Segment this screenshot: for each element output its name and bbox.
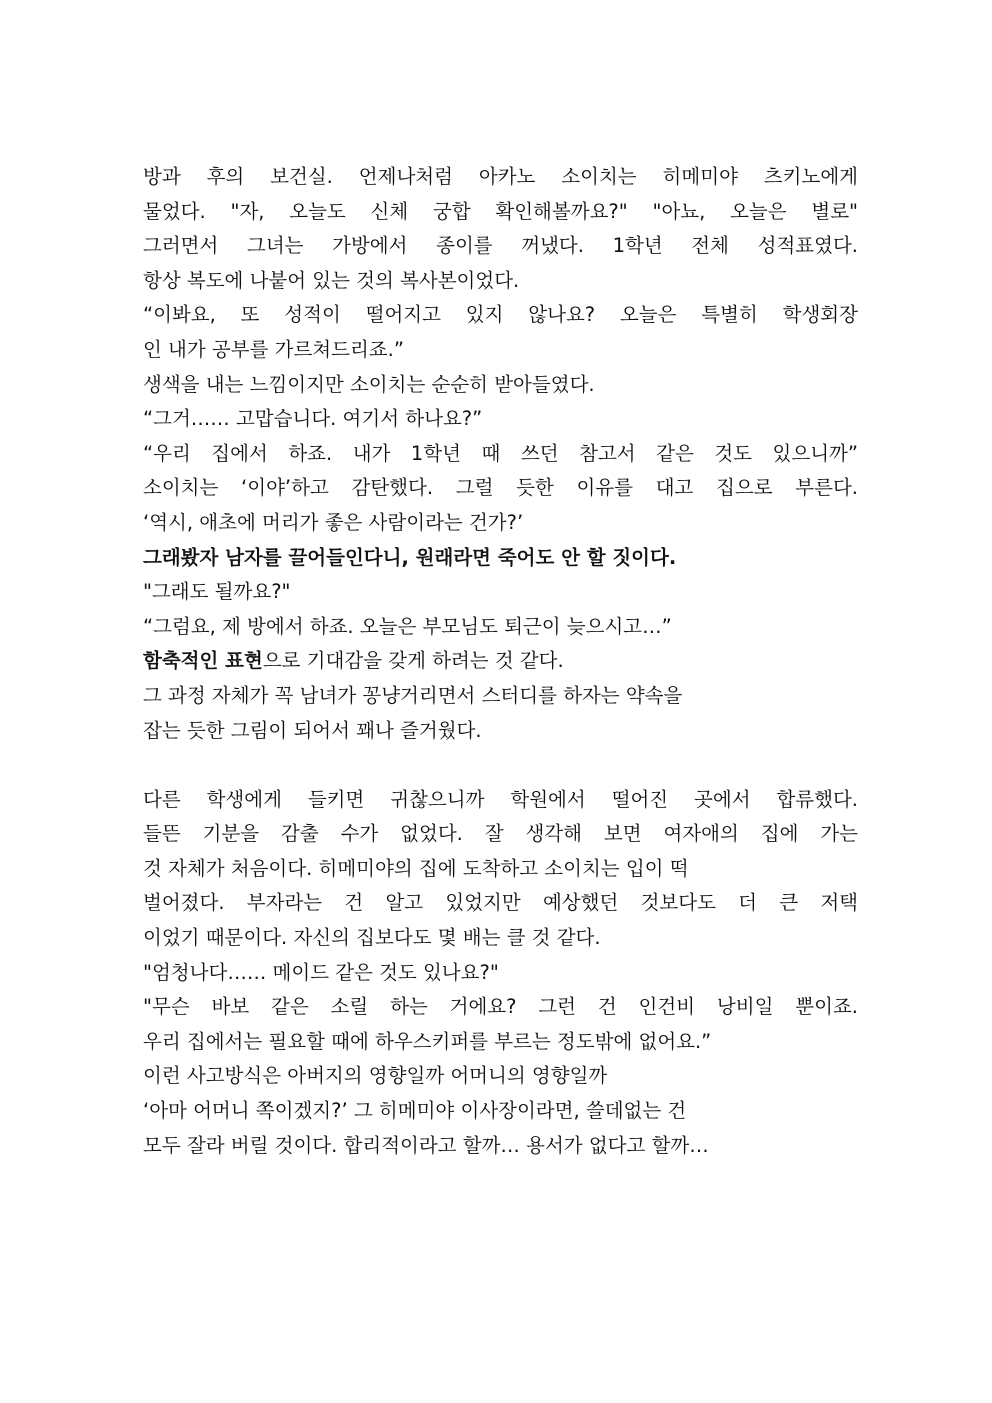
text-line: "엄청나다…… 메이드 같은 것도 있나요?" [143, 960, 499, 984]
text-line: 항상 복도에 나붙어 있는 것의 복사본이었다. [143, 268, 520, 292]
text-line: ‘아마 어머니 쪽이겠지?’ 그 히메미야 이사장이라면, 쓸데없는 건 [143, 1099, 687, 1123]
text-line-rest: 으로 기대감을 갖게 하려는 것 같다. [262, 649, 564, 673]
text-line: 방과 후의 보건실. 언제나처럼 아카노 소이치는 히메미야 츠키노에게 [143, 165, 858, 188]
text-line [143, 644, 858, 679]
text-line: "무슨 바보 같은 소릴 하는 거에요? 그런 건 인건비 낭비일 뿐이죠. [143, 995, 858, 1019]
text-line: 이었기 때문이다. 자신의 집보다도 몇 배는 클 것 같다. [143, 926, 601, 950]
text-line: 벌어졌다. 부자라는 건 알고 있었지만 예상했던 것보다도 더 큰 저택 [143, 891, 858, 915]
paragraph-break [143, 748, 858, 783]
text-line: “그럼요, 제 방에서 하죠. 오늘은 부모님도 퇴근이 늦으시고…” [143, 614, 672, 638]
text-line: “그거…… 고맙습니다. 여기서 하나요?” [143, 407, 483, 431]
text-line: “이봐요, 또 성적이 떨어지고 있지 않나요? 오늘은 특별히 학생회장 [143, 303, 858, 327]
bold-text-line: 그래봤자 남자를 끌어들인다니, 원래라면 죽어도 안 할 짓이다. [143, 545, 677, 569]
text-line: “우리 집에서 하죠. 내가 1학년 때 쓰던 참고서 같은 것도 있으니까” [143, 441, 858, 465]
text-line: 우리 집에서는 필요할 때에 하우스키퍼를 부르는 정도밖에 없어요.” [143, 1029, 712, 1053]
text-line: 것 자체가 처음이다. 히메미야의 집에 도착하고 소이치는 입이 떡 [143, 856, 689, 880]
text-line: 인 내가 공부를 가르쳐드리죠.” [143, 337, 404, 361]
text-line: 이런 사고방식은 아버지의 영향일까 어머니의 영향일까 [143, 1064, 608, 1088]
body-text [143, 160, 858, 1163]
text-line: 다른 학생에게 들키면 귀찮으니까 학원에서 떨어진 곳에서 합류했다. [143, 787, 858, 811]
text-line: "그래도 될까요?" [143, 580, 291, 604]
text-line: 그 과정 자체가 꼭 남녀가 꽁냥거리면서 스터디를 하자는 약속을 [143, 683, 683, 707]
text-line: 그러면서 그녀는 가방에서 종이를 꺼냈다. 1학년 전체 성적표였다. [143, 234, 858, 258]
text-line: 잡는 듯한 그림이 되어서 꽤나 즐거웠다. [143, 718, 482, 742]
text-line: 모두 잘라 버릴 것이다. 합리적이라고 할까… 용서가 없다고 할까… [143, 1133, 709, 1157]
text-line: 들뜬 기분을 감출 수가 없었다. 잘 생각해 보면 여자애의 집에 가는 [143, 822, 858, 846]
text-line: ‘역시, 애초에 머리가 좋은 사람이라는 건가?’ [143, 510, 524, 534]
text-line: 소이치는 ‘이야’하고 감탄했다. 그럴 듯한 이유를 대고 집으로 부른다. [143, 476, 858, 500]
bold-phrase: 함축적인 표현 [143, 649, 263, 673]
text-line: 생색을 내는 느낌이지만 소이치는 순순히 받아들였다. [143, 372, 595, 396]
text-line: 물었다. "자, 오늘도 신체 궁합 확인해볼까요?" "아뇨, 오늘은 별로" [143, 199, 858, 223]
